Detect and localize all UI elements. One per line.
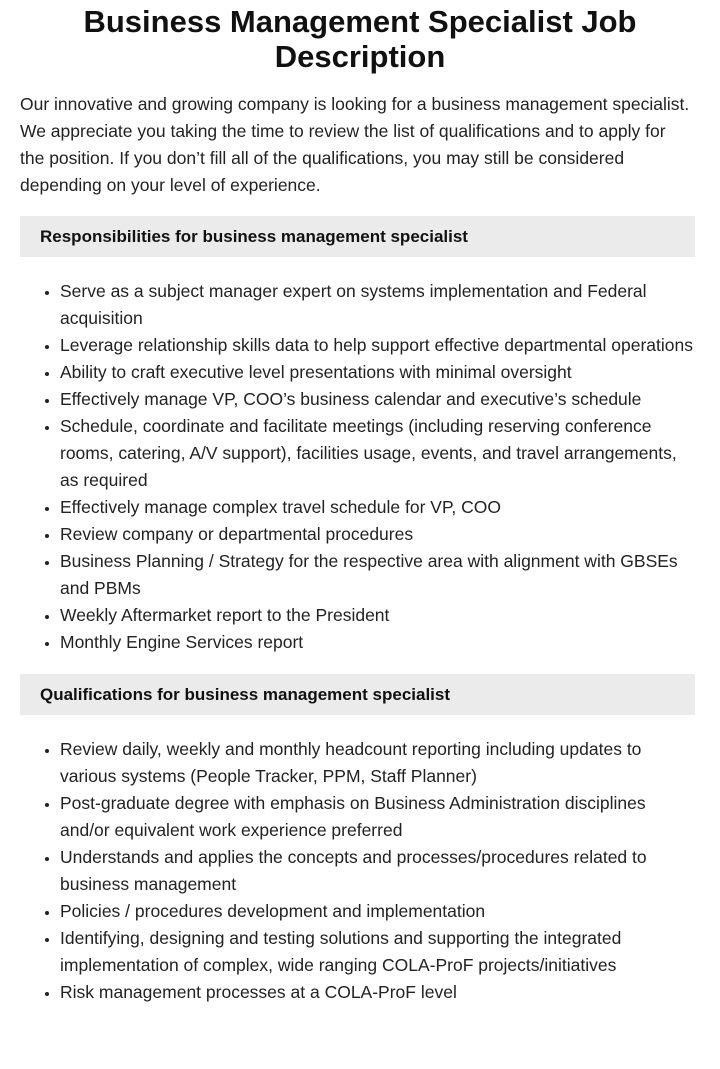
job-description-page [0,4,720,1006]
list-item: • Monthly Engine Services report [60,629,700,656]
responsibilities-heading: Responsibilities for business management specialist [20,216,695,257]
list-item: • Serve as a subject manager expert on systems implementation and Federal acquisition [60,278,700,332]
page-title: Business Management Specialist Job Description [83,4,637,74]
list-item: • Risk management processes at a COLA-ProF level [60,979,700,1006]
list-item: • Effectively manage complex travel schedule for VP, COO [60,494,700,521]
list-item: • Review company or departmental procedures [60,521,700,548]
responsibilities-list [20,278,700,656]
list-item: • Effectively manage VP, COO’s business calendar and executive’s schedule [60,386,700,413]
intro-paragraph: Our innovative and growing company is looking for a business management specialist. We appreciate you taking the time to review the list of qualifications and to apply for the position. If you don’t fill all of the qualifications, you may still be considered depending on your level of experience. [20,94,690,195]
list-item: • Post-graduate degree with emphasis on Business Administration disciplines and/or equivalent work experience preferred [60,790,700,844]
list-item: • Ability to craft executive level presentations with minimal oversight [60,359,700,386]
list-item: • Understands and applies the concepts and processes/procedures related to business management [60,844,700,898]
list-item: • Policies / procedures development and implementation [60,898,700,925]
list-item: • Weekly Aftermarket report to the President [60,602,700,629]
list-item: • Review daily, weekly and monthly headcount reporting including updates to various systems (People Tracker, PPM, Staff Planner) [60,736,700,790]
list-item: • Leverage relationship skills data to help support effective departmental operations [60,332,700,359]
qualifications-heading: Qualifications for business management specialist [20,674,695,715]
list-item: • Schedule, coordinate and facilitate meetings (including reserving conference rooms, catering, A/V support), facilities usage, events, and travel arrangements, as required [60,413,700,494]
list-item: • Business Planning / Strategy for the respective area with alignment with GBSEs and PBMs [60,548,700,602]
qualifications-list [20,736,700,1006]
list-item: • Identifying, designing and testing solutions and supporting the integrated implementation of complex, wide ranging COLA-ProF projects/initiatives [60,925,700,979]
